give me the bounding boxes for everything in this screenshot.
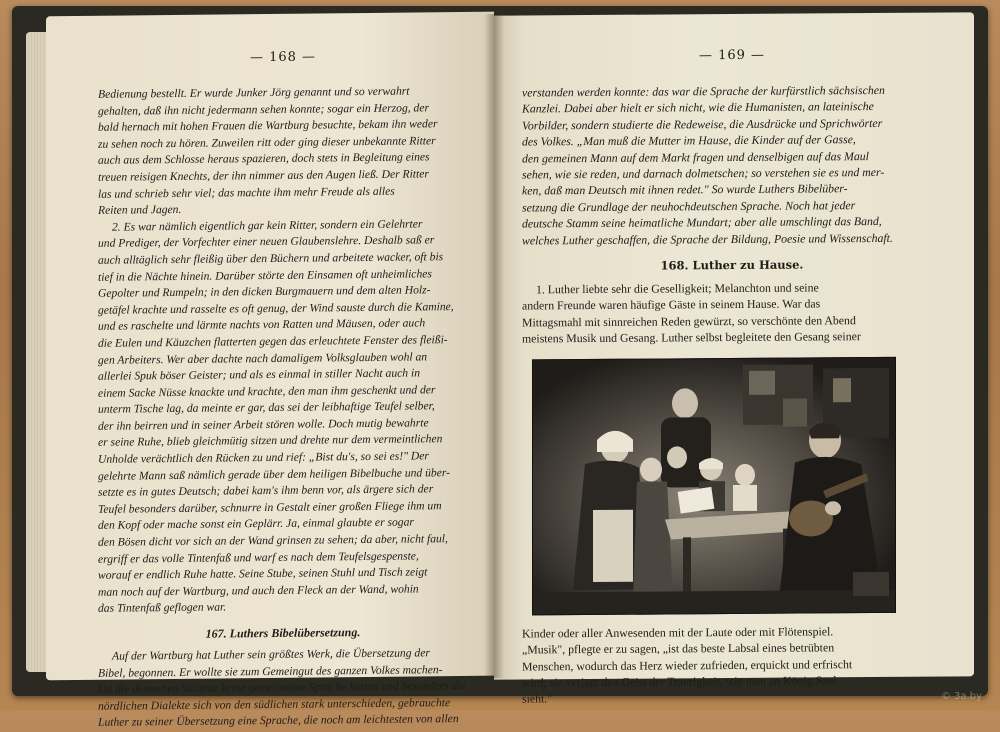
text-line: das Tintenfaß geflogen war. xyxy=(98,600,227,616)
text-line: setzung die Grundlage der neuhochdeutschen Sprache. Noch hat jeder xyxy=(522,197,856,215)
right-page-number: — 169 — xyxy=(698,47,766,64)
text-line: ergriff er das volle Tintenfaß und warf es nach dem Teufelsgespenste, xyxy=(98,549,419,566)
text-line: las und schrieb sehr viel; das machte ihm mehr Freude als alles xyxy=(98,184,395,201)
left-paragraph-1 xyxy=(98,83,468,220)
text-line: gelehrte Mann saß nämlich gerade über dem heiligen Bibelbuche und über- xyxy=(98,465,451,483)
text-line: bald hernach mit hohen Frauen die Wartburg besuchte, bekam ihn weder xyxy=(98,117,438,134)
right-paragraph-1 xyxy=(522,82,942,249)
text-line: sieht." xyxy=(522,691,553,706)
text-line: 2. Es war nämlich eigentlich gar kein Ritter, sondern ein Gelehrter xyxy=(112,217,423,234)
text-line: allerlei Spuk böser Geister; und als es einmal in stiller Nacht auch in xyxy=(98,366,421,383)
text-line: zu sehen noch zu hören. Zuweilen ritt oder ging dieser unbekannte Ritter xyxy=(98,134,436,151)
luther-family-illustration xyxy=(532,357,896,616)
text-line: tief in die Nächte hinein. Darüber störte den Einsamen oft unheimliches xyxy=(98,266,432,284)
left-paragraph-2 xyxy=(98,216,468,618)
text-line: Auf der Wartburg hat Luther sein größtes Werk, die Übersetzung der xyxy=(112,646,430,663)
text-line: Teufel besonders darüber, schnurre in Gestalt einer großen Fliege ihm um xyxy=(98,499,442,516)
text-line: Vorbilder, sondern studierte die Redeweise, die Ausdrücke und Sprichwörter xyxy=(522,115,883,133)
watermark: © 3a.by xyxy=(940,691,982,702)
text-line: welches Luther geschaffen, die Sprache der Bildung, Poesie und Wissenschaft. xyxy=(522,230,893,248)
text-line: wird; sie verjagt den Geist der Traurigkeit, wie man an König Saul xyxy=(522,673,837,690)
text-line: er seine Ruhe, blieb gleichmütig sitzen und drehte nur dem vermeintlichen xyxy=(98,432,443,450)
text-line: worauf er endlich Ruhe hatte. Seine Stube, seinen Stuhl und Tisch zeigt xyxy=(98,565,428,583)
text-line: setzte es in gutes Deutsch; dabei kam's ihm benn vor, als ärgere sich der xyxy=(98,482,434,500)
text-line: unterm Tische lag, da meinte er gar, das sei der leibhaftige Teufel selber, xyxy=(98,399,435,417)
text-line: der ihn beirren und in seiner Arbeit stören wolle. Doch mutig bewahrte xyxy=(98,416,429,433)
text-line: und es raschelte und lärmte nachts von Ratten und Mäusen, oder auch xyxy=(98,316,426,334)
text-line: Kinder oder aller Anwesenden mit der Laute oder mit Flötenspiel. xyxy=(522,623,834,641)
text-line: Luther zu seiner Übersetzung eine Sprache, die noch am leichtesten von allen xyxy=(98,712,459,730)
text-line: andern Freunde waren häufige Gäste in seinem Hause. War das xyxy=(522,296,821,313)
text-line: Mittagsmahl mit sinnreichen Reden gewürzt, so verschönte den Abend xyxy=(522,313,856,330)
text-line: sehen, wie sie reden, und darnach dolmetschen; so verstehen sie es und mer- xyxy=(522,164,885,182)
left-page xyxy=(46,12,494,730)
text-line: treuen reisigen Knechts, der ihn nimmer aus den Augen ließ. Der Ritter xyxy=(98,167,429,184)
text-line: meistens Musik und Gesang. Luther selbst begleitete den Gesang seiner xyxy=(522,329,861,346)
text-line: gehalten, daß ihn nicht jedermann sehen konnte; sogar ein Herzog, der xyxy=(98,100,430,118)
book-gutter xyxy=(484,14,504,678)
text-line: und Prediger, der Vorfechter einer neuen Glaubenslehre. Deshalb saß er xyxy=(98,233,435,251)
text-line: auch aus dem Schlosse heraus spazieren, doch stets in Begleitung eines xyxy=(98,150,430,168)
text-line: des Volkes. „Man muß die Mutter im Hause, die Kinder auf der Gasse, xyxy=(522,132,856,149)
text-line: „Musik", pflegte er zu sagen, „ist das beste Labsal eines betrübten xyxy=(522,640,835,657)
text-line: den Kopf oder mache sonst ein Geplärr. Ja, einmal glaubte er sogar xyxy=(98,515,414,533)
text-line: Gepolter und Rumpeln; in den dicken Burgmauern und dem alten Holz- xyxy=(98,283,431,300)
text-line: Bedienung bestellt. Er wurde Junker Jörg genannt und so verwahrt xyxy=(98,84,410,101)
text-line: deutsche Stamm seine heimatliche Mundart; aber alle umschlingt das Band, xyxy=(522,214,882,231)
text-line: Kanzlei. Dabei aber hielt er sich nicht, wie die Humanisten, an lateinische xyxy=(522,99,874,116)
right-paragraph-2 xyxy=(522,279,942,348)
right-paragraph-3 xyxy=(522,622,942,707)
text-line: gen Arbeiters. Wer aber dachte nach damaligem Volksglauben wohl an xyxy=(98,349,428,367)
text-line: 1. Luther liebte sehr die Geselligkeit; Melanchton und seine xyxy=(536,280,819,297)
text-line: Da die deutschen Stämme keine gemeinsame Sprache hatten und besonders die xyxy=(98,679,466,696)
left-page-number: — 168 — xyxy=(249,49,317,66)
text-line: man noch auf der Wartburg, und auch den Fleck an der Wand, wohin xyxy=(98,582,419,599)
text-line: nördlichen Dialekte sich von den südlichen stark unterschieden, gebrauchte xyxy=(98,695,451,713)
section-heading-167: 167. Luthers Bibelübersetzung. xyxy=(205,625,361,641)
text-line: verstanden werden konnte: das war die Sprache der kurfürstlich sächsischen xyxy=(522,82,885,100)
text-line: getäfel krachte und rasselte es oft genug, der Wind sauste durch die Kamine, xyxy=(98,299,454,317)
engraving-image xyxy=(533,358,895,615)
text-line: den Bösen dicht vor sich an der Wand grinsen zu sehen; da aber, nicht faul, xyxy=(98,532,448,549)
text-line: auch alltäglich sehr fleißig über den Büchern und arbeitete wacker, oft bis xyxy=(98,250,444,267)
text-line: den gemeinen Mann auf dem Markt fragen und denselbigen auf das Maul xyxy=(522,148,869,166)
text-line: Menschen, wodurch das Herz wieder zufrieden, erquickt und erfrischt xyxy=(522,656,853,673)
section-heading-168: 168. Luther zu Hause. xyxy=(660,257,804,273)
left-paragraph-3 xyxy=(98,645,468,732)
text-line: Bibel, begonnen. Er wollte sie zum Gemeingut des ganzen Volkes machen- xyxy=(98,662,443,680)
text-line: ken, daß man Deutsch mit ihnen redet." So wurde Luthers Bibelüber- xyxy=(522,181,848,198)
text-line: die Eulen und Käuzchen flatterten gegen das erleuchtete Fenster des fleißi- xyxy=(98,333,448,350)
text-line: Unholde verächtlich den Rücken zu und rief: „Bist du's, so sei es!" Der xyxy=(98,449,429,466)
text-line: Reiten und Jagen. xyxy=(98,203,182,217)
text-line: einem Sacke Nüsse knackte und krachte, den man ihm geschenkt und der xyxy=(98,382,436,400)
